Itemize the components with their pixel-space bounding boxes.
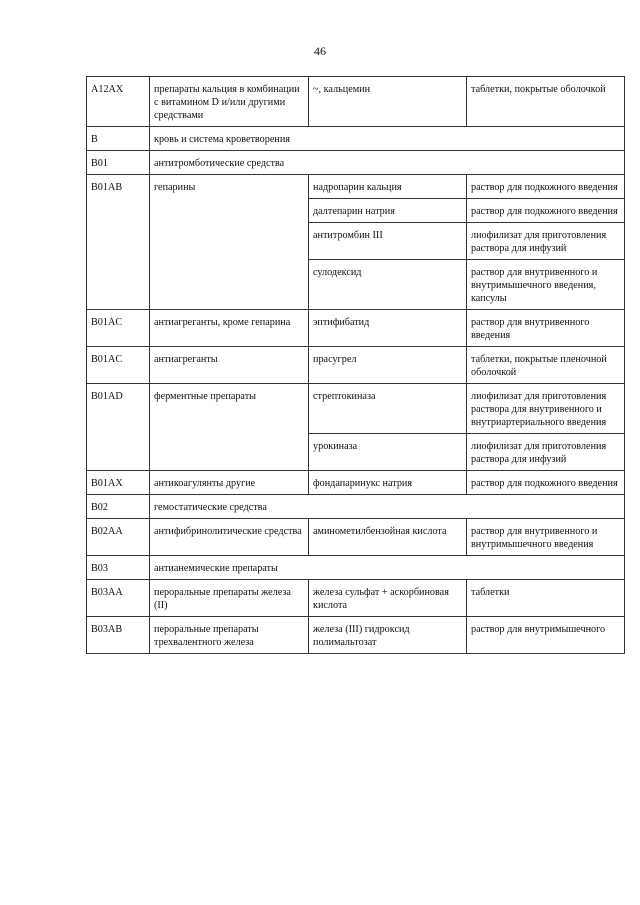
table-row <box>87 519 625 556</box>
anatomical-group: антифибринолитические средства <box>150 519 309 556</box>
atc-code: B03AB <box>87 617 150 654</box>
drug-name: надропарин кальция <box>309 175 467 199</box>
section-row <box>87 556 625 580</box>
dosage-form: лиофилизат для приготовления раствора для инфузий <box>467 223 625 260</box>
atc-code: B02 <box>87 495 150 519</box>
drug-name: прасугрел <box>309 347 467 384</box>
dosage-form: раствор для подкожного введения <box>467 471 625 495</box>
dosage-form: раствор для внутривенного и внутримышечного введения <box>467 519 625 556</box>
anatomical-group: препараты кальция в комбинации с витамином D и/или другими средствами <box>150 77 309 127</box>
anatomical-group: гепарины <box>150 175 309 310</box>
dosage-form: раствор для внутримышечного <box>467 617 625 654</box>
dosage-form: таблетки, покрытые оболочкой <box>467 77 625 127</box>
atc-code: B <box>87 127 150 151</box>
drug-name: ~, кальцемин <box>309 77 467 127</box>
drug-name: сулодексид <box>309 260 467 310</box>
atc-code: B01AC <box>87 310 150 347</box>
dosage-form: раствор для подкожного введения <box>467 199 625 223</box>
dosage-form: раствор для внутривенного введения <box>467 310 625 347</box>
drug-name: далтепарин натрия <box>309 199 467 223</box>
dosage-form: раствор для подкожного введения <box>467 175 625 199</box>
anatomical-group: пероральные препараты железа (II) <box>150 580 309 617</box>
section-row <box>87 151 625 175</box>
anatomical-group: пероральные препараты трехвалентного железа <box>150 617 309 654</box>
atc-code: B01AB <box>87 175 150 310</box>
section-row <box>87 127 625 151</box>
dosage-form: лиофилизат для приготовления раствора для внутривенного и внутриартериального введения <box>467 384 625 434</box>
section-title: кровь и система кроветворения <box>150 127 625 151</box>
drug-name: урокиназа <box>309 434 467 471</box>
table-row <box>87 384 625 434</box>
dosage-form: лиофилизат для приготовления раствора для инфузий <box>467 434 625 471</box>
anatomical-group: антикоагулянты другие <box>150 471 309 495</box>
drug-name: антитромбин III <box>309 223 467 260</box>
atc-code: A12AX <box>87 77 150 127</box>
table-row <box>87 175 625 199</box>
section-row <box>87 495 625 519</box>
section-title: антианемические препараты <box>150 556 625 580</box>
drug-name: эптифибатид <box>309 310 467 347</box>
atc-code: B01 <box>87 151 150 175</box>
drug-name: стрептокиназа <box>309 384 467 434</box>
table-row <box>87 471 625 495</box>
anatomical-group: антиагреганты <box>150 347 309 384</box>
atc-code: B01AC <box>87 347 150 384</box>
section-title: гемостатические средства <box>150 495 625 519</box>
atc-code: B01AD <box>87 384 150 471</box>
page-number: 46 <box>314 44 326 58</box>
drug-name: фондапаринукс натрия <box>309 471 467 495</box>
table-row <box>87 580 625 617</box>
atc-code: B01AX <box>87 471 150 495</box>
anatomical-group: ферментные препараты <box>150 384 309 471</box>
dosage-form: таблетки, покрытые пленочной оболочкой <box>467 347 625 384</box>
table-row <box>87 310 625 347</box>
drug-table <box>86 76 625 654</box>
dosage-form: раствор для внутривенного и внутримышечного введения, капсулы <box>467 260 625 310</box>
dosage-form: таблетки <box>467 580 625 617</box>
drug-name: железа сульфат + аскорбиновая кислота <box>309 580 467 617</box>
drug-name: железа (III) гидроксид полимальтозат <box>309 617 467 654</box>
atc-code: B03AA <box>87 580 150 617</box>
table-row <box>87 617 625 654</box>
table-row <box>87 77 625 127</box>
anatomical-group: антиагреганты, кроме гепарина <box>150 310 309 347</box>
atc-code: B02AA <box>87 519 150 556</box>
table-row <box>87 347 625 384</box>
drug-name: аминометилбензойная кислота <box>309 519 467 556</box>
atc-code: B03 <box>87 556 150 580</box>
section-title: антитромботические средства <box>150 151 625 175</box>
drug-table-body <box>87 77 625 654</box>
